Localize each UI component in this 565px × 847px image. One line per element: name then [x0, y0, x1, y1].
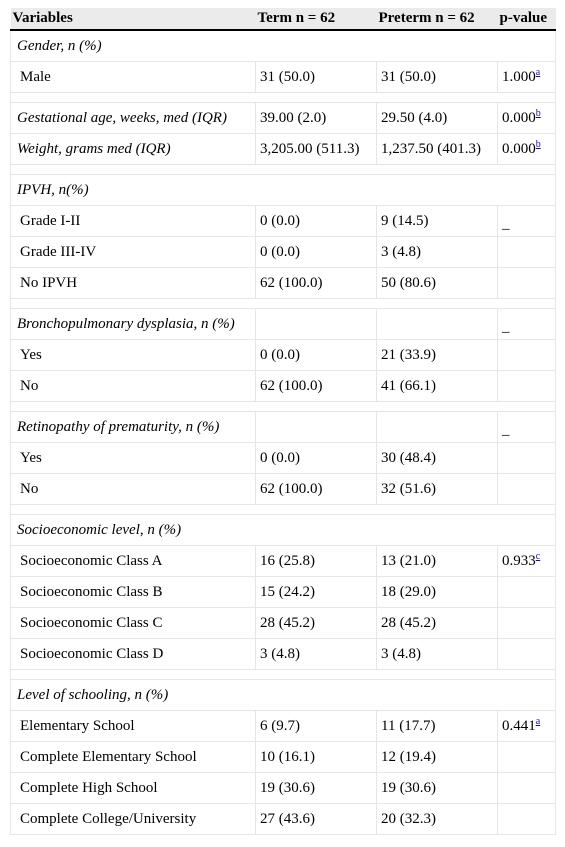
- preterm-cell: 11 (17.7): [377, 711, 498, 742]
- p-value-text: _: [502, 215, 510, 232]
- table-row: [11, 206, 556, 237]
- p-value-cell: [498, 443, 556, 474]
- preterm-cell: 20 (32.3): [377, 804, 498, 835]
- preterm-cell: 9 (14.5): [377, 206, 498, 237]
- p-value-cell: [498, 62, 556, 93]
- preterm-cell: 29.50 (4.0): [377, 103, 498, 134]
- section-label: Bronchopulmonary dysplasia, n (%): [11, 309, 256, 340]
- p-value-cell: [498, 742, 556, 773]
- section-row: [11, 515, 556, 546]
- table-row: [11, 742, 556, 773]
- term-cell: 3,205.00 (511.3): [256, 134, 377, 165]
- term-cell: 16 (25.8): [256, 546, 377, 577]
- preterm-cell: 30 (48.4): [377, 443, 498, 474]
- term-cell: 62 (100.0): [256, 268, 377, 299]
- p-value-cell: [498, 711, 556, 742]
- table-row: [11, 804, 556, 835]
- p-value-text: 0.933: [502, 552, 536, 569]
- spacer-cell: [11, 165, 556, 175]
- table-row: [11, 371, 556, 402]
- variable-label: Socioeconomic Class C: [11, 608, 256, 639]
- p-value-cell: [498, 577, 556, 608]
- spacer-row: [11, 299, 556, 309]
- spacer-row: [11, 165, 556, 175]
- p-value-cell: [498, 103, 556, 134]
- variable-label: No: [11, 474, 256, 505]
- section-row: [11, 175, 556, 206]
- term-cell: [256, 309, 377, 340]
- table-body: [11, 30, 556, 835]
- term-cell: 6 (9.7): [256, 711, 377, 742]
- preterm-cell: 28 (45.2): [377, 608, 498, 639]
- term-cell: 0 (0.0): [256, 206, 377, 237]
- term-cell: 0 (0.0): [256, 340, 377, 371]
- preterm-cell: 12 (19.4): [377, 742, 498, 773]
- spacer-row: [11, 402, 556, 412]
- table-row: [11, 608, 556, 639]
- variable-label: Yes: [11, 340, 256, 371]
- variable-label: Socioeconomic Class D: [11, 639, 256, 670]
- variable-label: Socioeconomic Class B: [11, 577, 256, 608]
- characteristics-table: [10, 8, 556, 835]
- p-value-dash: _: [502, 421, 510, 438]
- variable-label: Gestational age, weeks, med (IQR): [11, 103, 256, 134]
- table-row: [11, 62, 556, 93]
- spacer-row: [11, 93, 556, 103]
- footnote-link[interactable]: c: [535, 550, 541, 562]
- table-row: [11, 103, 556, 134]
- header-p-value: p-value: [498, 8, 556, 30]
- term-cell: 39.00 (2.0): [256, 103, 377, 134]
- section-label: Level of schooling, n (%): [11, 680, 556, 711]
- preterm-cell: 32 (51.6): [377, 474, 498, 505]
- p-value-text: 0.000: [502, 140, 536, 157]
- variable-label: Complete Elementary School: [11, 742, 256, 773]
- section-row: [11, 680, 556, 711]
- table-row: [11, 474, 556, 505]
- table-row: [11, 443, 556, 474]
- term-cell: 62 (100.0): [256, 474, 377, 505]
- spacer-cell: [11, 93, 556, 103]
- preterm-cell: [377, 309, 498, 340]
- variable-label: Weight, grams med (IQR): [11, 134, 256, 165]
- term-cell: 19 (30.6): [256, 773, 377, 804]
- preterm-cell: 3 (4.8): [377, 639, 498, 670]
- preterm-cell: 1,237.50 (401.3): [377, 134, 498, 165]
- variable-label: Yes: [11, 443, 256, 474]
- section-label: IPVH, n(%): [11, 175, 556, 206]
- footnote-link[interactable]: a: [535, 715, 541, 727]
- table-row: [11, 577, 556, 608]
- table-row: [11, 134, 556, 165]
- variable-label: Complete College/University: [11, 804, 256, 835]
- spacer-cell: [11, 505, 556, 515]
- section-label: Retinopathy of prematurity, n (%): [11, 412, 256, 443]
- p-value-cell: [498, 474, 556, 505]
- section-label: Gender, n (%): [11, 30, 556, 62]
- section-row: [11, 412, 556, 443]
- preterm-cell: 18 (29.0): [377, 577, 498, 608]
- term-cell: 0 (0.0): [256, 237, 377, 268]
- term-cell: 27 (43.6): [256, 804, 377, 835]
- term-cell: 3 (4.8): [256, 639, 377, 670]
- p-value-cell: [498, 371, 556, 402]
- header-row: [11, 8, 556, 30]
- preterm-cell: [377, 412, 498, 443]
- p-value-cell: [498, 268, 556, 299]
- header-variables: Variables: [11, 8, 256, 30]
- p-value-text: 0.000: [502, 109, 536, 126]
- p-value-cell: [498, 773, 556, 804]
- term-cell: 15 (24.2): [256, 577, 377, 608]
- footnote-link[interactable]: b: [535, 107, 541, 119]
- p-value-text: 0.441: [502, 717, 536, 734]
- preterm-cell: 21 (33.9): [377, 340, 498, 371]
- section-label: Socioeconomic level, n (%): [11, 515, 556, 546]
- table-row: [11, 237, 556, 268]
- p-value-cell: [498, 804, 556, 835]
- variable-label: Complete High School: [11, 773, 256, 804]
- variable-label: No IPVH: [11, 268, 256, 299]
- footnote-link[interactable]: b: [535, 138, 541, 150]
- spacer-row: [11, 670, 556, 680]
- term-cell: 62 (100.0): [256, 371, 377, 402]
- spacer-cell: [11, 670, 556, 680]
- variable-label: Grade I-II: [11, 206, 256, 237]
- preterm-cell: 19 (30.6): [377, 773, 498, 804]
- preterm-cell: 50 (80.6): [377, 268, 498, 299]
- header-preterm: Preterm n = 62: [377, 8, 498, 30]
- preterm-cell: 31 (50.0): [377, 62, 498, 93]
- term-cell: [256, 412, 377, 443]
- p-value-cell: [498, 237, 556, 268]
- footnote-link[interactable]: a: [535, 66, 541, 78]
- spacer-row: [11, 505, 556, 515]
- preterm-cell: 3 (4.8): [377, 237, 498, 268]
- spacer-cell: [11, 299, 556, 309]
- p-value-cell: [498, 309, 556, 340]
- p-value-cell: [498, 639, 556, 670]
- spacer-cell: [11, 402, 556, 412]
- table-row: [11, 268, 556, 299]
- term-cell: 28 (45.2): [256, 608, 377, 639]
- p-value-cell: [498, 206, 556, 237]
- term-cell: 0 (0.0): [256, 443, 377, 474]
- table-row: [11, 639, 556, 670]
- header-term: Term n = 62: [256, 8, 377, 30]
- table-header: [11, 8, 556, 30]
- variable-label: Elementary School: [11, 711, 256, 742]
- table-row: [11, 340, 556, 371]
- p-value-dash: _: [502, 318, 510, 335]
- variable-label: Grade III-IV: [11, 237, 256, 268]
- term-cell: 10 (16.1): [256, 742, 377, 773]
- p-value-text: 1.000: [502, 68, 536, 85]
- p-value-cell: [498, 546, 556, 577]
- variable-label: Socioeconomic Class A: [11, 546, 256, 577]
- term-cell: 31 (50.0): [256, 62, 377, 93]
- preterm-cell: 41 (66.1): [377, 371, 498, 402]
- preterm-cell: 13 (21.0): [377, 546, 498, 577]
- variable-label: Male: [11, 62, 256, 93]
- table-row: [11, 546, 556, 577]
- table-row: [11, 773, 556, 804]
- variable-label: No: [11, 371, 256, 402]
- p-value-cell: [498, 412, 556, 443]
- section-row: [11, 30, 556, 62]
- p-value-cell: [498, 608, 556, 639]
- p-value-cell: [498, 340, 556, 371]
- p-value-cell: [498, 134, 556, 165]
- table-row: [11, 711, 556, 742]
- section-row: [11, 309, 556, 340]
